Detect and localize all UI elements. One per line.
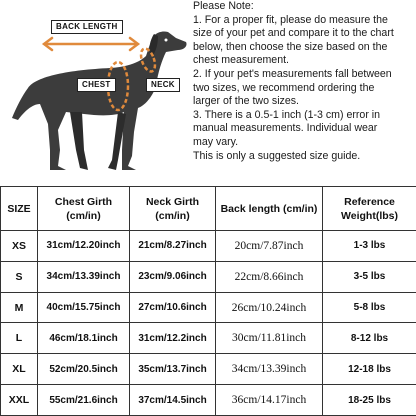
cell-size: M (1, 292, 38, 323)
table-row (1, 292, 416, 323)
back-length-label: BACK LENGTH (51, 20, 123, 34)
cell-weight: 5-8 lbs (323, 292, 416, 323)
cell-size: XXL (1, 385, 38, 416)
dog-eye-shape (165, 39, 168, 42)
cell-chest: 31cm/12.20inch (38, 231, 130, 262)
notes-line: 2. If your pet's measurements fall between (193, 67, 392, 80)
notes-line: 1. For a proper fit, please do measure the (193, 13, 388, 26)
cell-size: S (1, 261, 38, 292)
cell-chest: 34cm/13.39inch (38, 261, 130, 292)
table-row (1, 261, 416, 292)
cell-size: XL (1, 354, 38, 385)
table-row (1, 323, 416, 354)
cell-neck: 37cm/14.5inch (130, 385, 216, 416)
cell-neck: 31cm/12.2inch (130, 323, 216, 354)
dog-far-back-leg (70, 112, 88, 170)
cell-size: XS (1, 231, 38, 262)
cell-neck: 27cm/10.6inch (130, 292, 216, 323)
cell-back: 36cm/14.17inch (216, 385, 323, 416)
cell-neck: 35cm/13.7inch (130, 354, 216, 385)
notes-line: 3. There is a 0.5-1 inch (1-3 cm) error in (193, 108, 381, 121)
dog-measurement-illustration (0, 0, 188, 186)
cell-weight: 18-25 lbs (323, 385, 416, 416)
cell-weight: 3-5 lbs (323, 261, 416, 292)
cell-weight: 12-18 lbs (323, 354, 416, 385)
table-row (1, 385, 416, 416)
cell-neck: 21cm/8.27inch (130, 231, 216, 262)
header-neck-girth: Neck Girth (cm/in) (130, 187, 216, 231)
table-row (1, 354, 416, 385)
notes-line: This is only a suggested size guide. (193, 149, 361, 162)
cell-size: L (1, 323, 38, 354)
header-back-length: Back length (cm/in) (216, 187, 323, 231)
table-row (1, 231, 416, 262)
back-length-arrow-icon (44, 38, 138, 50)
cell-back: 30cm/11.81inch (216, 323, 323, 354)
header-size: SIZE (1, 187, 38, 231)
cell-chest: 40cm/15.75inch (38, 292, 130, 323)
dog-body-shape (12, 32, 187, 171)
cell-chest: 52cm/20.5inch (38, 354, 130, 385)
header-chest-girth: Chest Girth (cm/in) (38, 187, 130, 231)
table-header-row (1, 187, 416, 231)
notes-line: manual measurements. Individual wear (193, 122, 378, 135)
notes-line: chest measurement. (193, 54, 289, 67)
cell-weight: 1-3 lbs (323, 231, 416, 262)
notes-line: Please Note: (193, 0, 254, 12)
cell-back: 34cm/13.39inch (216, 354, 323, 385)
cell-chest: 46cm/18.1inch (38, 323, 130, 354)
cell-back: 20cm/7.87inch (216, 231, 323, 262)
size-notes (193, 0, 416, 186)
notes-line: two sizes, we recommend ordering the (193, 81, 375, 94)
cell-back: 26cm/10.24inch (216, 292, 323, 323)
cell-weight: 8-12 lbs (323, 323, 416, 354)
chest-label: CHEST (77, 78, 116, 92)
notes-line: larger of the two sizes. (193, 95, 299, 108)
cell-neck: 23cm/9.06inch (130, 261, 216, 292)
notes-line: may vary. (193, 135, 239, 148)
size-chart-table (0, 186, 416, 416)
neck-label: NECK (146, 78, 180, 92)
notes-line: size of your pet and compare it to the chart (193, 27, 394, 40)
cell-back: 22cm/8.66inch (216, 261, 323, 292)
cell-chest: 55cm/21.6inch (38, 385, 130, 416)
header-reference-weight: Reference Weight(lbs) (323, 187, 416, 231)
notes-line: below, then choose the size based on the (193, 40, 388, 53)
